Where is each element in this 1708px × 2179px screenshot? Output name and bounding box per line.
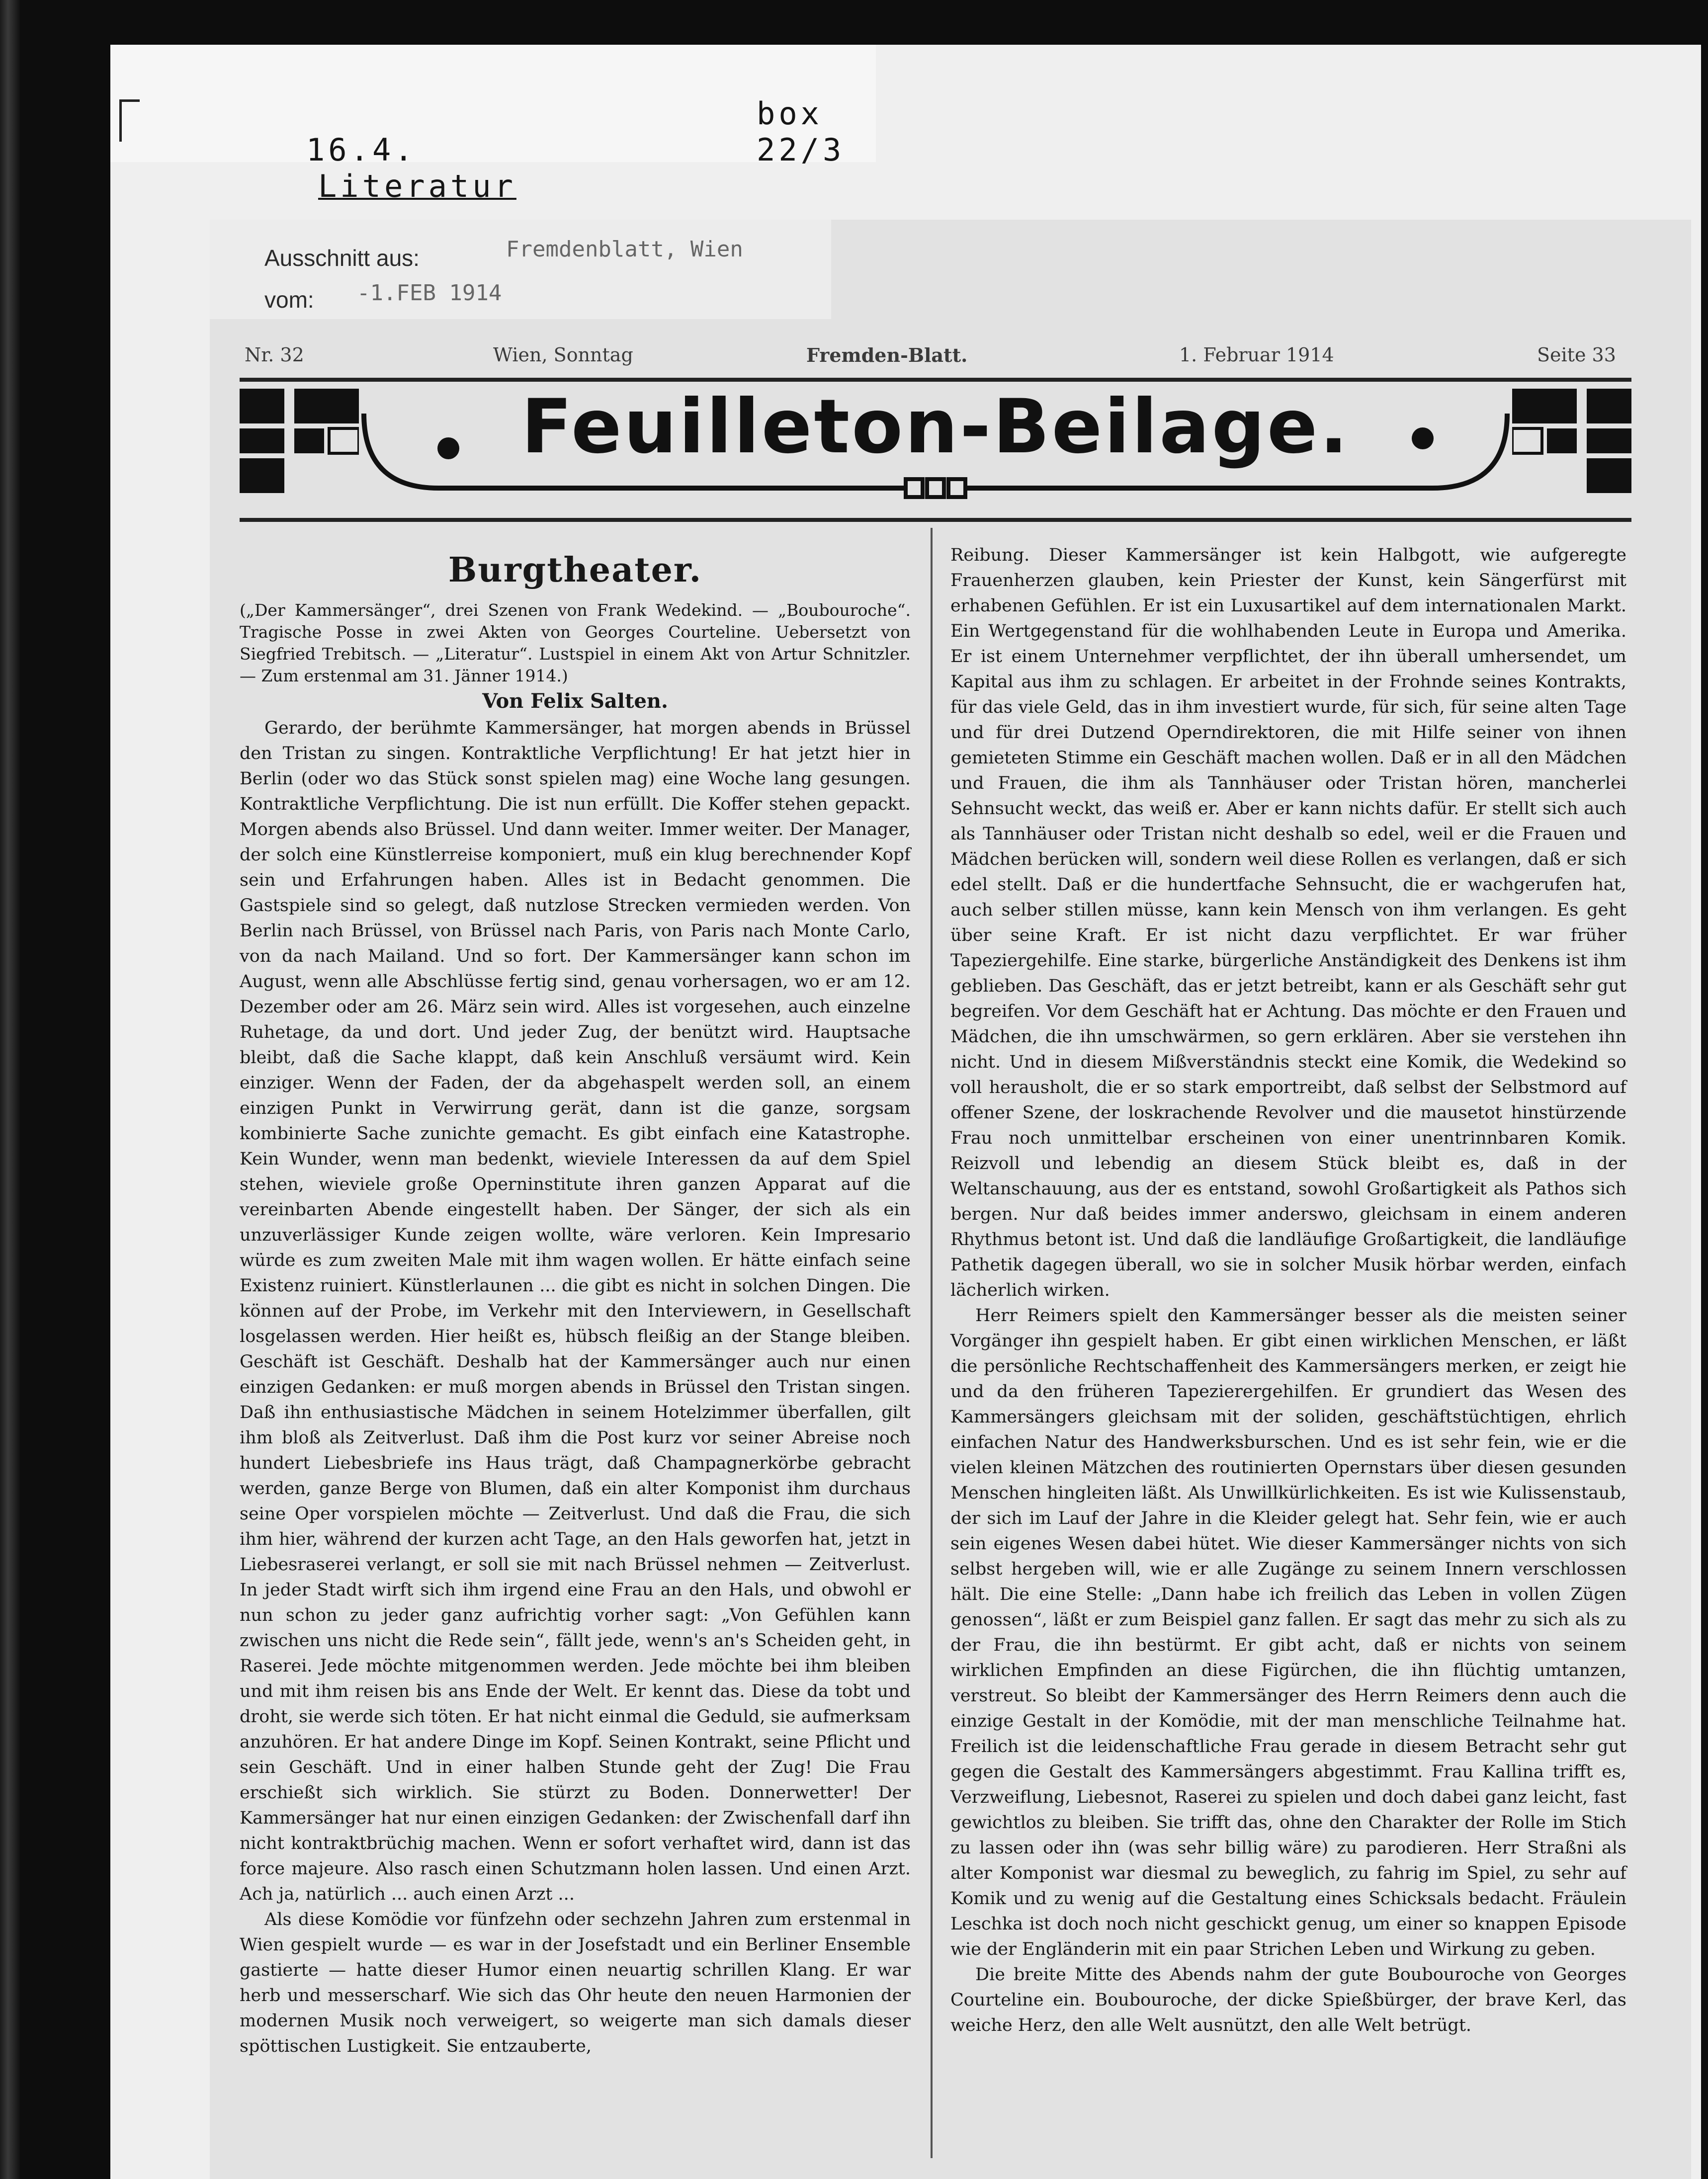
source-value: Fremdenblatt, Wien bbox=[506, 237, 743, 262]
archive-box: box 22/3 bbox=[757, 95, 845, 168]
article-left-column bbox=[240, 548, 911, 2059]
article-paragraph: Reibung. Dieser Kammersänger ist kein Halbgott, wie aufgeregte Frauenherzen glauben, kein Priester der Kunst, kein Sängerfürst mit erhabenen Gefühlen. Er ist ein Luxusartikel auf dem internationalen Markt. Ein Wertgegenstand für die wohlhabenden Leute in Europa und Amerika. Er ist einem Unternehmer verpflichtet, der ihn überall umhersendet, um Kapital aus ihm zu schlagen. Er arbeitet in der Frohnde seines Kontrakts, für das viele Geld, das in ihm investiert wurde, für sich, für seine alten Tage und für drei Dutzend Operndirektoren, die mit Hilfe seiner von ihnen gemieteten Stimme ein Geschäft machen wollen. Daß er in all den Mädchen und Frauen, die ihm als Tannhäuser oder Tristan hören, mancherlei Sehnsucht weckt, das weiß er. Aber er kann nichts dafür. Er stellt sich auch als Tannhäuser oder Tristan nicht deshalb so edel, weil er die Frauen und Mädchen berücken will, sondern weil diese Rollen es verlangen, daß er sich edel stellt. Daß er die hundertfache Sehnsucht, die er wachgerufen hat, auch selber stillen müsse, kann kein Mensch von ihm verlangen. Es geht über seine Kraft. Er ist nicht dazu verpflichtet. Er war früher Tapeziergehilfe. Eine starke, bürgerliche Anständigkeit des Denkens ist ihm geblieben. Das Geschäft, das er jetzt betreibt, kann er als Geschäft sehr gut begreifen. Vor dem Geschäft hat er Achtung. Das möchte er den Frauen und Mädchen, die ihn umschwärmen, so gern erklären. Aber sie verstehen ihn nicht. Und in diesem Mißverständnis steckt eine Komik, die Wedekind so voll herausholt, die er so stark emportreibt, daß selbst der Selbstmord auf offener Szene, der loskrachende Revolver und die mausetot hinstürzende Frau noch unmittelbar erscheinen von einer unentrinnbaren Komik. Reizvoll und lebendig an diesem Stück bleibt es, daß in der Weltanschauung, aus der es entstand, sowohl Großartigkeit als Pathos sich bergen. Nur daß beides immer anderswo, gleichsam in einem anderen Rhythmus betont ist. Und daß die landläufige Großartigkeit, die landläufige Pathetik dagegen überall, wo sie in solcher Musik hörbar werden, einfach lächerlich wirken. bbox=[950, 545, 1626, 1300]
banner-bottom-rule bbox=[240, 518, 1631, 522]
article-paragraph: Die breite Mitte des Abends nahm der gute Boubouroche von Georges Courteline ein. Boubouroche, der dicke Spießbürger, der brave Kerl, das weiche Herz, den alle Welt ausnützt, den alle Welt betrügt. bbox=[950, 1965, 1626, 2035]
paper-name: Fremden-Blatt. bbox=[806, 344, 968, 366]
article-paragraph: Gerardo, der berühmte Kammersänger, hat morgen abends in Brüssel den Tristan zu singen. Kontraktliche Verpflichtung! Er hat jetzt hier in Berlin (oder wo das Stück sonst spielen mag) eine Woche lang gesungen. Kontraktliche Verpflichtung. Die ist nun erfüllt. Die Koffer stehen gepackt. Morgen abends also Brüssel. Und dann weiter. Immer weiter. Der Manager, der solch eine Künstlerreise komponiert, muß ein klug berechnender Kopf sein und Erfahrungen haben. Alles ist in Bedacht genommen. Die Gastspiele sind so gelegt, daß nutzlose Strecken vermieden werden. Von Berlin nach Brüssel, von Brüssel nach Paris, von Paris nach Monte Carlo, von da nach Mailand. Und so fort. Der Kammersänger kann schon im August, wenn alle Abschlüsse fertig sind, genau vorhersagen, wo er am 12. Dezember oder am 26. März sein wird. Alles ist vorgesehen, auch einzelne Ruhetage, da und dort. Und jeder Zug, der benützt wird. Hauptsache bleibt, daß die Sache klappt, daß kein Anschluß versäumt wird. Kein einziger. Wenn der Faden, der da abgehaspelt werden soll, an einem einzigen Punkt in Verwirrung gerät, dann ist die ganze, sorgsam kombinierte Sache zunichte gemacht. Es gibt einfach eine Katastrophe. Kein Wunder, wenn man bedenkt, wieviele Interessen da auf dem Spiel stehen, wieviele große Operninstitute ihren ganzen Apparat auf die vereinbarten Abende eingestellt haben. Der Sänger, der sich als ein unzuverlässiger Kunde zeigen wollte, wäre verloren. Kein Impresario würde es zum zweiten Male mit ihm wagen wollen. Er hätte einfach seine Existenz ruiniert. Künstlerlaunen ... die gibt es nicht in solchen Dingen. Die können auf der Probe, im Verkehr mit den Interviewern, in Gesellschaft losgelassen werden. Hier heißt es, hübsch fleißig an der Stange bleiben. Geschäft ist Geschäft. Deshalb hat der Kammersänger auch nur einen einzigen Gedanken: er muß morgen abends in Brüssel den Tristan singen. Daß ihn enthusiastische Mädchen in seinem Hotelzimmer überfallen, gilt ihm bloß als Zeitverlust. Daß ihm die Post kurz vor seiner Abreise noch hundert Liebesbriefe ins Haus trägt, daß Champagnerkörbe gebracht werden, ganze Berge von Blumen, daß ein alter Komponist ihm durchaus seine Oper vorspielen möchte — Zeitverlust. Und daß die Frau, die sich ihm hier, während der kurzen acht Tage, an den Hals geworfen hat, jetzt in Liebesraserei verlangt, er soll sie mit nach Brüssel nehmen — Zeitverlust. In jeder Stadt wirft sich ihm irgend eine Frau an den Hals, und obwohl er nun schon zu jeder ganz aufrichtig vorher sagt: „Von Gefühlen kann zwischen uns nicht die Rede sein“, fällt jede, wenn's an's Scheiden geht, in Raserei. Jede möchte mitgenommen werden. Jede möchte bei ihm bleiben und mit ihm reisen bis ans Ende der Welt. Er kennt das. Diese da tobt und droht, sie werde sich töten. Er hat nicht einmal die Geduld, sie aufmerksam anzuhören. Er hat andere Dinge im Kopf. Seinen Kontrakt, seine Pflicht und sein Geschäft. Und in einer halben Stunde geht der Zug! Die Frau erschießt sich wirklich. Sie stürzt zu Boden. Donnerwetter! Der Kammersänger hat nur einen einzigen Gedanken: der Zwischenfall darf ihn nicht kontraktbrüchig machen. Wenn er sofort verhaftet wird, dann ist das force majeure. Also rasch einen Schutzmann holen lassen. Und einen Arzt. Ach ja, natürlich ... auch einen Arzt ... bbox=[240, 718, 911, 1904]
article-right-column bbox=[950, 543, 1626, 2038]
page-number: Seite 33 bbox=[1537, 344, 1616, 366]
source-label: Ausschnitt aus: bbox=[264, 245, 420, 271]
place-day: Wien, Sonntag bbox=[493, 344, 633, 366]
archive-label bbox=[110, 45, 876, 204]
archive-section-number: 16.4. bbox=[306, 132, 417, 168]
archive-section bbox=[174, 95, 516, 241]
date-label: vom: bbox=[264, 287, 314, 313]
banner-title: Feuilleton-Beilage. bbox=[521, 384, 1350, 470]
newspaper-clipping bbox=[210, 220, 1691, 2179]
archive-category: Literatur bbox=[318, 168, 516, 204]
archive-sheet bbox=[110, 45, 1701, 2179]
issue-date: 1. Februar 1914 bbox=[1179, 344, 1334, 366]
corner-mark bbox=[119, 99, 140, 142]
masthead bbox=[245, 344, 1626, 374]
feuilleton-banner bbox=[240, 379, 1631, 508]
article-paragraph: Herr Reimers spielt den Kammersänger besser als die meisten seiner Vorgänger ihn gespielt haben. Er gibt einen wirklichen Menschen, er läßt die persönliche Rechtschaffenheit des Kammersängers merken, er zeigt hie und da den früheren Tapezierergehilfen. Er grundiert das Wesen des Kammersängers gleichsam mit der soliden, geschäftstüchtigen, ehrlich einfachen Natur des Handwerksburschen. Und es ist sehr fein, wie er die vielen kleinen Mätzchen des routinierten Opernstars über diesen gesunden Menschen hingleiten läßt. Als Unwillkürlichkeiten. Es ist wie Kulissenstaub, der sich im Lauf der Jahre in die Kleider gelegt hat. Sehr fein, wie er auch sein eigenes Wesen dabei hütet. Wie dieser Kammersänger nichts von sich selbst hergeben will, wie er alle Zugänge zu seinem Innern verschlossen hält. Die eine Stelle: „Dann habe ich freilich das Leben in vollen Zügen genossen“, läßt er zum Beispiel ganz fallen. Er sagt das mehr zu sich als zu der Frau, die ihn bestürmt. Er gibt acht, daß er nichts von seinem wirklichen Empfinden an diese Figürchen, die ihn flüchtig umtanzen, verstreut. So bleibt der Kammersänger des Herrn Reimers denn auch die einzige Gestalt in der Komödie, mit der man menschliche Teilnahme hat. Freilich ist die leidenschaftliche Frau gerade in diesem Betracht sehr gut gegen die Gestalt des Kammersängers abgestimmt. Frau Kallina trifft es, Verzweiflung, Liebesnot, Raserei zu spielen und doch dabei ganz leicht, fast gewichtlos zu bleiben. Sie trifft das, ohne den Charakter der Rolle im Stich zu lassen oder ihn (was sehr billig wäre) zu parodieren. Herr Straßni als alter Komponist war diesmal zu beweglich, zu fahrig im Spiel, zu sehr auf Komik und zu wenig auf die Gestaltung eines Schicksals bedacht. Fräulein Leschka ist doch noch nicht geschickt genug, um einer so knappen Episode wie der Engländerin mit ein paar Strichen Leben und Wirkung zu geben. bbox=[950, 1306, 1626, 1959]
date-value: -1.FEB 1914 bbox=[357, 280, 502, 306]
issue-number: Nr. 32 bbox=[245, 344, 304, 366]
article-byline: Von Felix Salten. bbox=[482, 689, 668, 713]
article-credits: („Der Kammersänger“, drei Szenen von Frank Wedekind. — „Boubouroche“. Tragische Posse in zwei Akten von Georges Courteline. Uebersetzt von Siegfried Trebitsch. — „Literatur“. Lustspiel in einem Akt von Artur Schnitzler. — Zum erstenmal am 31. Jänner 1914.) bbox=[240, 600, 911, 685]
clipping-stamp bbox=[210, 220, 831, 319]
column-divider bbox=[931, 528, 933, 2158]
article-paragraph: Als diese Komödie vor fünfzehn oder sechzehn Jahren zum erstenmal in Wien gespielt wurde — es war in der Josefstadt und ein Berliner Ensemble gastierte — hatte dieser Humor einen neuartig schrillen Klang. Er war herb und messerscharf. Wie sich das Ohr heute den neuen Harmonien der modernen Musik noch verweigert, so weigerte man sich damals dieser spöttischen Lustigkeit. Sie entzauberte, bbox=[240, 1910, 911, 2056]
scan-left-edge bbox=[0, 0, 20, 2179]
article-title: Burgtheater. bbox=[448, 550, 702, 590]
